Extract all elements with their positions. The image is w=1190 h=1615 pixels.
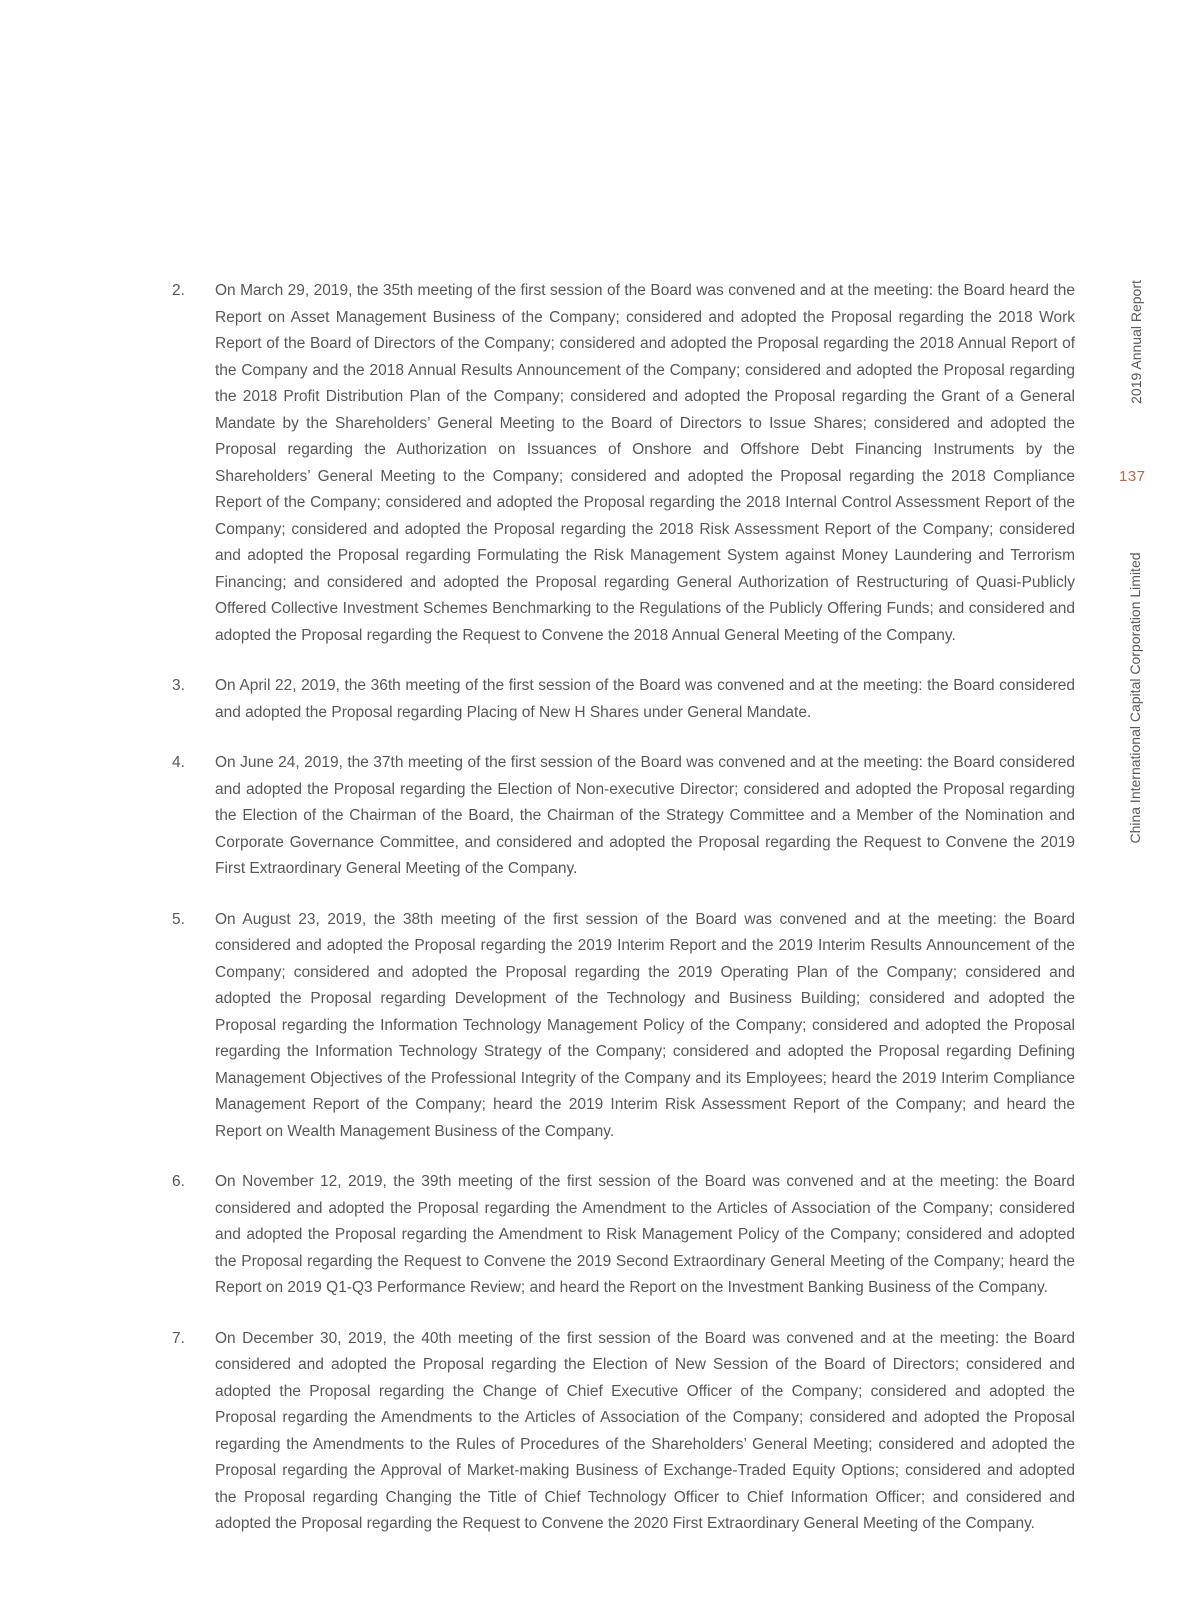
- list-item: [172, 278, 1075, 649]
- item-number: 6.: [172, 1173, 185, 1190]
- item-number: 7.: [172, 1329, 185, 1347]
- list-item: [172, 673, 1075, 726]
- item-text: On April 22, 2019, the 36th meeting of the first session of the Board was convened and at the meeting: the Board considered and adopted the Proposal regarding Placing of New H Shares under General Mandate.: [215, 677, 1075, 721]
- sidebar-report-title: 2019 Annual Report: [1128, 280, 1144, 404]
- list-item: [172, 750, 1075, 883]
- item-number: 2.: [172, 282, 185, 299]
- list-item: [172, 1326, 1075, 1538]
- item-number: 4.: [172, 754, 185, 771]
- item-text: On December 30, 2019, the 40th meeting of the first session of the Board was convened and at the meeting: the Board considered and adopted the Proposal regarding the Election of New Session of the Board of Directors; considered and adopted the Proposal regarding the Change of Chief Executive Officer of the Company; considered and adopted the Proposal regarding the Amendments to the Articles of Association of the Company; considered and adopted the Proposal regarding the Amendments to the Rules of Procedures of the Shareholders’ General Meeting; considered and adopted the Proposal regarding the Approval of Market-making Business of Exchange-Traded Equity Options; considered and adopted the Proposal regarding Changing the Title of Chief Technology Officer to Chief Information Officer; and considered and adopted the Proposal regarding the Request to Convene the 2020 First Extraordinary General Meeting of the Company.: [215, 1329, 1075, 1532]
- item-text: On November 12, 2019, the 39th meeting of the first session of the Board was convened and at the meeting: the Board considered and adopted the Proposal regarding the Amendment to the Articles of Association of the Company; considered and adopted the Proposal regarding the Amendment to Risk Management Policy of the Company; considered and adopted the Proposal regarding the Request to Convene the 2019 Second Extraordinary General Meeting of the Company; heard the Report on 2019 Q1-Q3 Performance Review; and heard the Report on the Investment Banking Business of the Company.: [215, 1173, 1075, 1296]
- list-item: [172, 907, 1075, 1146]
- item-text: On June 24, 2019, the 37th meeting of the first session of the Board was convened and at the meeting: the Board considered and adopted the Proposal regarding the Election of Non-executive Director; considered and adopted the Proposal regarding the Election of the Chairman of the Board, the Chairman of the Strategy Committee and a Member of the Nomination and Corporate Governance Committee, and considered and adopted the Proposal regarding the Request to Convene the 2019 First Extraordinary General Meeting of the Company.: [215, 754, 1075, 877]
- list-item: [172, 1169, 1075, 1302]
- item-number: 5.: [172, 910, 185, 928]
- item-text: On March 29, 2019, the 35th meeting of the first session of the Board was convened and at the meeting: the Board heard the Report on Asset Management Business of the Company; considered and adopted the Proposal regarding the 2018 Work Report of the Board of Directors of the Company; considered and adopted the Proposal regarding the 2018 Annual Report of the Company and the 2018 Annual Results Announcement of the Company; considered and adopted the Proposal regarding the 2018 Profit Distribution Plan of the Company; considered and adopted the Proposal regarding the Grant of a General Mandate by the Shareholders’ General Meeting to the Board of Directors to Issue Shares; considered and adopted the Proposal regarding the Authorization on Issuances of Onshore and Offshore Debt Financing Instruments by the Shareholders’ General Meeting to the Company; considered and adopted the Proposal regarding the 2018 Compliance Report of the Company; considered and adopted the Proposal regarding the 2018 Internal Control Assessment Report of the Company; considered and adopted the Proposal regarding the 2018 Risk Assessment Report of the Company; considered and adopted the Proposal regarding Formulating the Risk Management System against Money Laundering and Terrorism Financing; and considered and adopted the Proposal regarding General Authorization of Restructuring of Quasi-Publicly Offered Collective Investment Schemes Benchmarking to the Regulations of the Publicly Offering Funds; and considered and adopted the Proposal regarding the Request to Convene the 2018 Annual General Meeting of the Company.: [215, 282, 1075, 644]
- page-number: 137: [1119, 468, 1146, 485]
- board-meetings-list: [172, 278, 1075, 1538]
- item-text: On August 23, 2019, the 38th meeting of the first session of the Board was convened and at the meeting: the Board considered and adopted the Proposal regarding the 2019 Interim Report and the 2019 Interim Results Announcement of the Company; considered and adopted the Proposal regarding the 2019 Operating Plan of the Company; considered and adopted the Proposal regarding Development of the Technology and Business Building; considered and adopted the Proposal regarding the Information Technology Management Policy of the Company; considered and adopted the Proposal regarding the Information Technology Strategy of the Company; considered and adopted the Proposal regarding Defining Management Objectives of the Professional Integrity of the Company and its Employees; heard the 2019 Interim Compliance Management Report of the Company; heard the 2019 Interim Risk Assessment Report of the Company; and heard the Report on Wealth Management Business of the Company.: [215, 910, 1075, 1140]
- sidebar-company-name: China International Capital Corporation Limited: [1127, 552, 1143, 844]
- item-number: 3.: [172, 677, 185, 694]
